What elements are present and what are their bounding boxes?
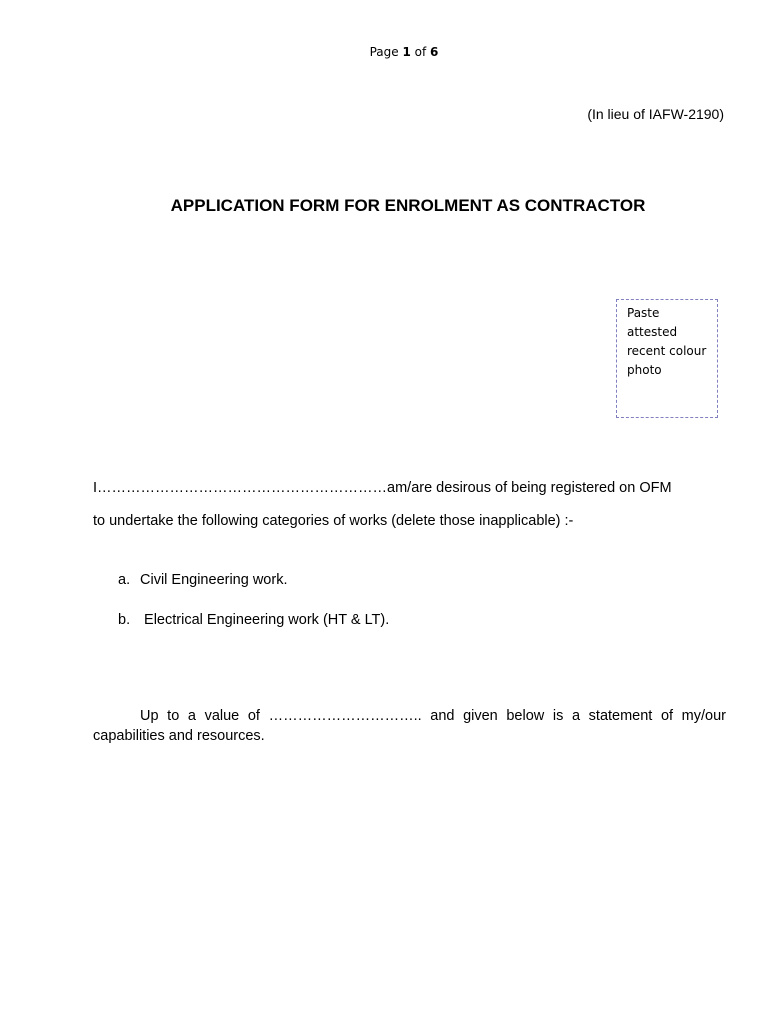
category-label: Electrical Engineering work (HT & LT).	[140, 612, 390, 628]
category-item-civil	[118, 572, 287, 588]
photo-instruction-line: Paste	[627, 306, 660, 320]
list-marker: a.	[118, 572, 131, 588]
page-of: of	[410, 45, 431, 59]
photo-instruction-line: attested	[627, 325, 678, 339]
photo-placeholder[interactable]	[616, 299, 718, 418]
page-current: 1	[402, 45, 411, 59]
photo-instruction-line: recent colour	[627, 344, 707, 358]
photo-instruction-line: photo	[627, 363, 662, 377]
form-reference: (In lieu of IAFW-2190)	[587, 106, 724, 122]
list-marker: b.	[118, 612, 131, 628]
page-total: 6	[430, 45, 439, 59]
declaration-line-2: to undertake the following categories of works (delete those inapplicable) :-	[93, 513, 574, 529]
page-prefix: Page	[369, 45, 403, 59]
category-label: Civil Engineering work.	[140, 572, 288, 588]
value-statement: Up to a value of ………………………….. and given below is a statement of my/our capabilities and resources.	[93, 708, 726, 744]
declaration-line-1: I……………………………………………………am/are desirous of being registered on OFM	[93, 480, 672, 496]
form-title: APPLICATION FORM FOR ENROLMENT AS CONTRACTOR	[170, 196, 646, 215]
category-item-electrical	[118, 612, 389, 628]
page-number	[0, 45, 770, 59]
